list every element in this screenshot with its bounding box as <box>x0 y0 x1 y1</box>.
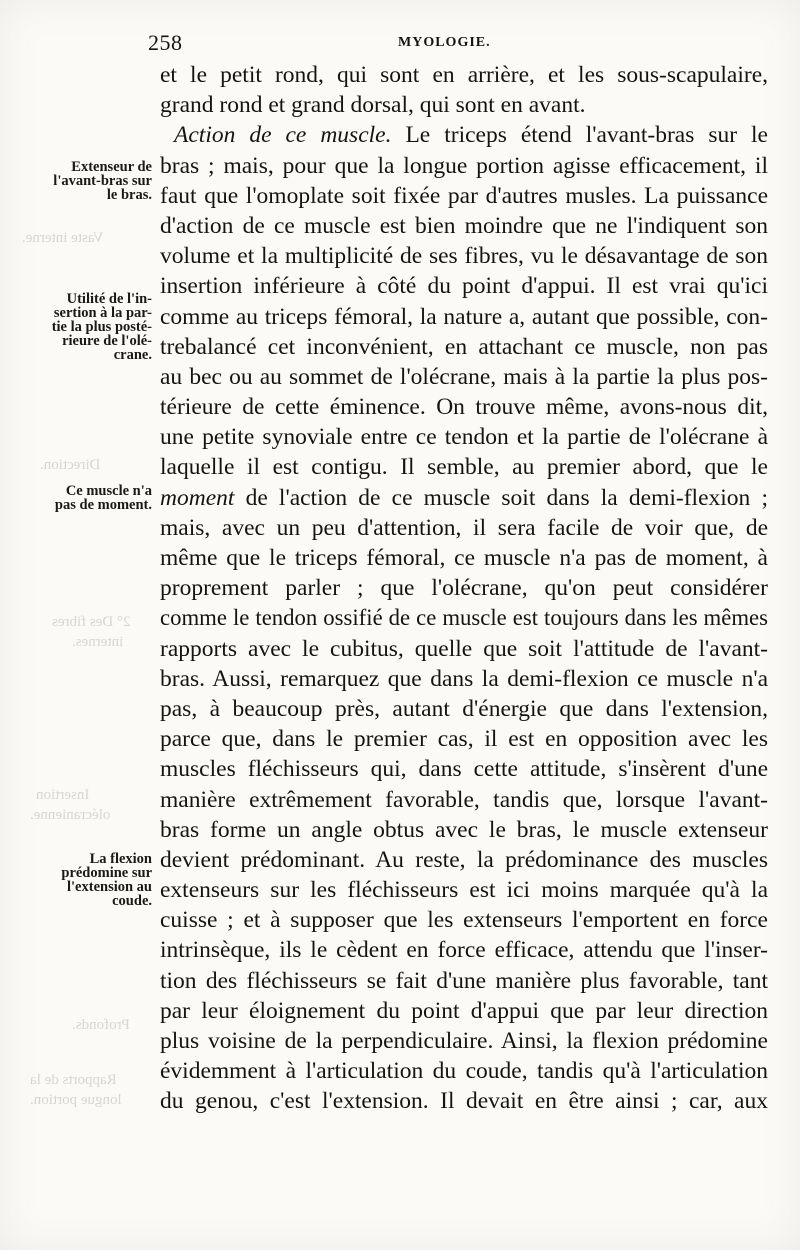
text-span: Le triceps étend l'avant-bras sur le <box>391 122 768 149</box>
show-through-text: 2° Des fibres <box>52 614 131 630</box>
text-line: parce que, dans le premier cas, il est en opposition avec les <box>160 726 768 753</box>
margin-note-line: tie la plus posté- <box>51 319 152 335</box>
text-line: intrinsèque, ils le cèdent en force efficace, attendu que l'inser- <box>160 937 768 964</box>
margin-note-line: prédomine sur <box>61 865 152 881</box>
section-heading: Action de ce muscle. <box>174 122 392 149</box>
margin-note-line: l'avant-bras sur <box>53 173 152 189</box>
show-through-text: Rapports de la <box>30 1072 117 1088</box>
margin-note-line: l'extension au <box>67 879 152 895</box>
emphasis: moment <box>160 484 235 511</box>
text-line: laquelle il est contigu. Il semble, au premier abord, que le <box>160 454 768 481</box>
margin-note-line: Ce muscle n'a <box>65 483 152 499</box>
text-line: térieure de cette éminence. On trouve même, avons-nous dit, <box>160 394 768 421</box>
text-line: évidemment à l'articulation du coude, tandis qu'à l'articulation <box>160 1058 768 1085</box>
text-line: devient prédominant. Au reste, la prédominance des muscles <box>160 846 768 873</box>
text-line: proprement parler ; que l'olécrane, qu'on peut considérer <box>160 575 768 602</box>
text-line: pas, à beaucoup près, autant d'énergie que dans l'extension, <box>160 695 768 722</box>
text-line: au bec ou au sommet de l'olécrane, mais à la partie la plus pos- <box>160 363 768 390</box>
margin-note-line: Utilité de l'in- <box>66 291 152 307</box>
show-through-text: Vaste interne. <box>22 230 104 246</box>
margin-note-line: sertion à la par- <box>53 305 152 321</box>
margin-note-line: crane. <box>113 347 152 363</box>
show-through-text: Insertion <box>36 787 90 803</box>
margin-note-extenseur <box>30 160 152 202</box>
margin-note-utilite <box>30 292 152 362</box>
page-header <box>148 30 758 56</box>
text-line: cuisse ; et à supposer que les extenseurs l'emportent en force <box>160 907 768 934</box>
text-line <box>160 483 768 513</box>
body-text <box>160 60 768 1117</box>
text-line: rapports avec le cubitus, quelle que soit l'attitude de l'avant- <box>160 635 768 662</box>
show-through-text: Direction. <box>40 457 101 473</box>
text-line: comme le tendon ossifié de ce muscle est toujours dans les mêmes <box>160 605 768 631</box>
text-line: même que le triceps fémoral, ce muscle n'a pas de moment, à <box>160 545 768 571</box>
text-line: comme au triceps fémoral, la nature a, autant que possible, con- <box>160 303 768 330</box>
text-line: par leur éloignement du point d'appui que par leur direction <box>160 997 768 1024</box>
text-line: d'action de ce muscle est bien moindre que ne l'indiquent son <box>160 212 768 239</box>
text-line: une petite synoviale entre ce tendon et la partie de l'olécrane à <box>160 424 768 451</box>
margin-note-line: pas de moment. <box>54 497 152 513</box>
margin-note-flexion <box>30 852 152 908</box>
text-line: manière extrêmement favorable, tandis que, lorsque l'avant- <box>160 786 768 813</box>
text-line: et le petit rond, qui sont en arrière, et les sous-scapulaire, <box>160 62 768 88</box>
text-line: volume et la multiplicité de ses fibres, vu le désavantage de son <box>160 243 768 270</box>
text-span: de l'action de ce muscle soit dans la demi-flexion ; <box>234 484 768 511</box>
show-through-text: olécranienne. <box>30 807 111 823</box>
show-through-text: internes. <box>72 634 124 650</box>
show-through-text: Profonds. <box>72 1017 130 1033</box>
text-line: trebalancé cet inconvénient, en attachant ce muscle, non pas <box>160 333 768 360</box>
margin-note-line: le bras. <box>106 187 152 203</box>
margin-note-line: La flexion <box>89 851 152 867</box>
show-through-text: longue portion. <box>30 1092 122 1108</box>
text-line: mais, avec un peu d'attention, il sera facile de voir que, de <box>160 514 768 541</box>
text-line: faut que l'omoplate soit fixée par d'autres musles. La puissance <box>160 182 768 209</box>
text-line: tion des fléchisseurs se fait d'une manière plus favorable, tant <box>160 967 768 994</box>
running-head: MYOLOGIE. <box>398 35 491 50</box>
text-line: bras forme un angle obtus avec le bras, le muscle extenseur <box>160 816 768 843</box>
page-number: 258 <box>148 30 183 55</box>
margin-note-line: coude. <box>112 893 152 909</box>
text-line <box>160 120 768 150</box>
text-line: plus voisine de la perpendiculaire. Ainsi, la flexion prédomine <box>160 1028 768 1054</box>
text-line: du genou, c'est l'extension. Il devait en être ainsi ; car, aux <box>160 1088 768 1115</box>
text-line: bras ; mais, pour que la longue portion agisse efficacement, il <box>160 152 768 179</box>
text-line: extenseurs sur les fléchisseurs est ici moins marquée qu'à la <box>160 877 768 904</box>
text-line: insertion inférieure à côté du point d'appui. Il est vrai qu'ici <box>160 273 768 300</box>
margin-note-line: rieure de l'olé- <box>62 333 152 349</box>
text-line: grand rond et grand dorsal, qui sont en avant. <box>160 92 586 119</box>
margin-note-line: Extenseur de <box>71 159 152 175</box>
text-line: bras. Aussi, remarquez que dans la demi-flexion ce muscle n'a <box>160 665 768 692</box>
text-line: muscles fléchisseurs qui, dans cette attitude, s'insèrent d'une <box>160 756 768 783</box>
margin-note-moment <box>30 484 152 512</box>
